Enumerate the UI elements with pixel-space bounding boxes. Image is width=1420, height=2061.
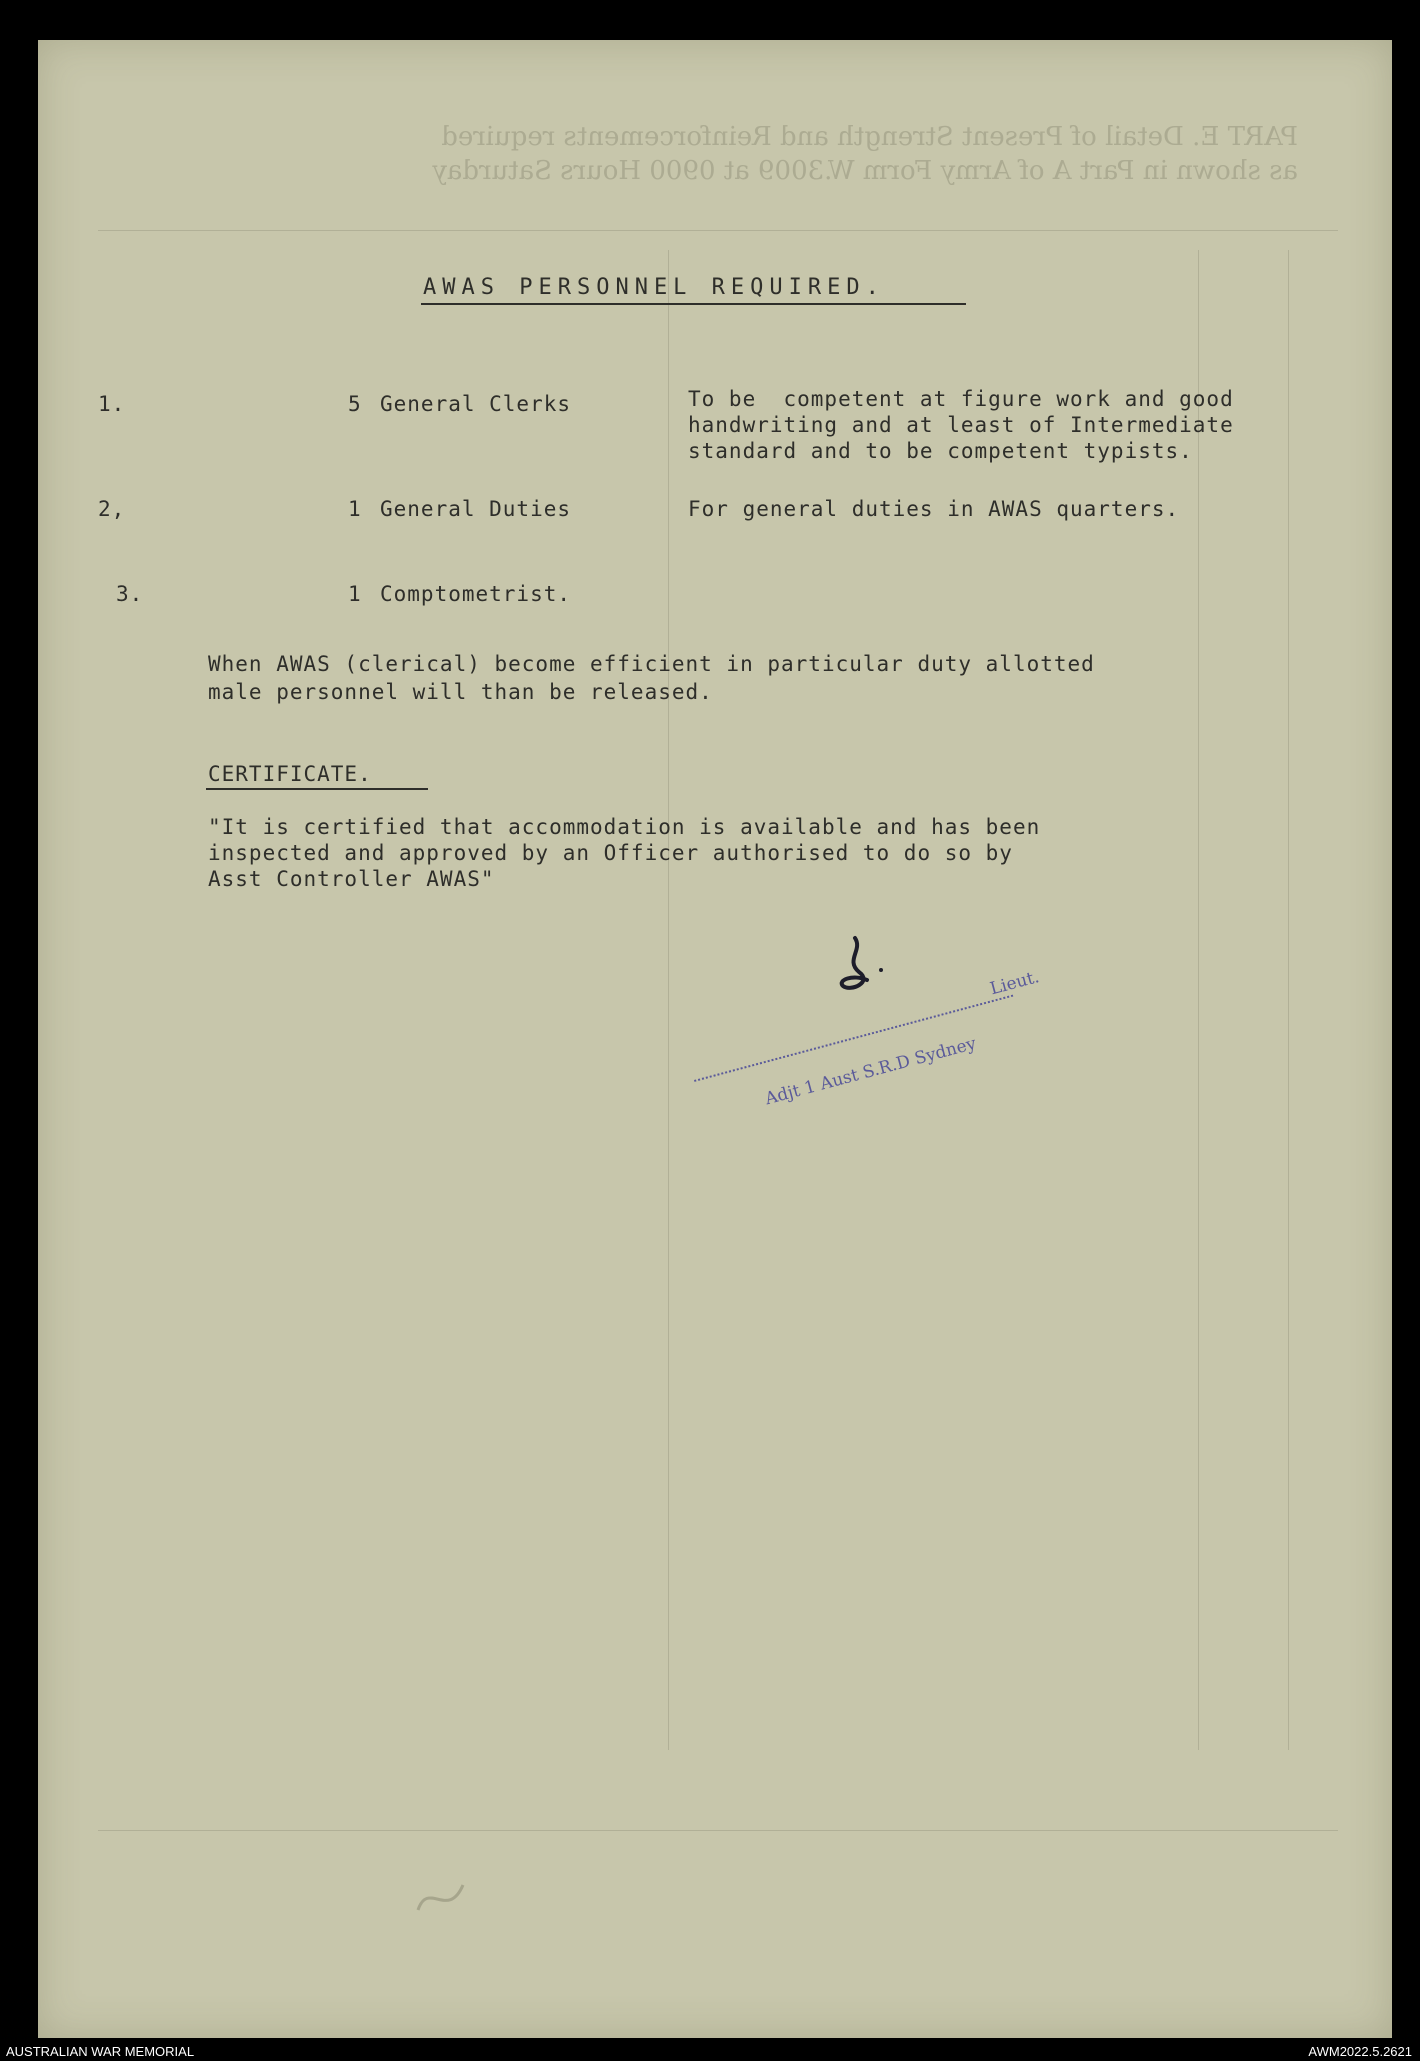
item-description-line: standard and to be competent typists. <box>688 439 1193 463</box>
certificate-title: CERTIFICATE. <box>208 762 372 786</box>
note-line: male personnel will than be released. <box>208 680 713 704</box>
page-heading: AWAS PERSONNEL REQUIRED. <box>423 275 885 300</box>
bleed-column-line <box>1288 250 1289 1750</box>
item-number: 3. <box>116 582 144 606</box>
heading-underline <box>421 303 966 305</box>
item-quantity: 1 <box>348 582 362 606</box>
certificate-line: Asst Controller AWAS" <box>208 867 495 891</box>
item-description-line: handwriting and at least of Intermediate <box>688 413 1234 437</box>
note-line: When AWAS (clerical) become efficient in particular duty allotted <box>208 652 1095 676</box>
bleed-column-line <box>668 250 669 1750</box>
bleed-row-line <box>98 1830 1338 1831</box>
item-description-line: To be competent at figure work and good <box>688 387 1234 411</box>
faint-signature-mark <box>408 1870 478 1930</box>
stamp-adjutant: Adjt 1 Aust S.R.D Sydney <box>763 1033 979 1110</box>
item-number: 1. <box>98 392 126 416</box>
certificate-line: "It is certified that accommodation is available and has been <box>208 815 1041 839</box>
item-quantity: 1 <box>348 497 362 521</box>
bleed-row-line <box>98 230 1338 231</box>
handwritten-signature <box>833 930 893 1000</box>
certificate-line: inspected and approved by an Officer authorised to do so by <box>208 841 1013 865</box>
footer-right: AWM2022.5.2621 <box>1308 2044 1412 2059</box>
document-page <box>38 40 1392 2038</box>
footer-left: AUSTRALIAN WAR MEMORIAL <box>6 2044 195 2059</box>
certificate-underline <box>206 788 428 790</box>
item-role: General Duties <box>380 497 572 521</box>
bleed-through-text: PART E. Detail of Present Strength and Reinforcements required as shown in Part A of Army Form W.3009 at 0900 Hours Saturday <box>432 122 1298 186</box>
item-number: 2, <box>98 497 126 521</box>
stamp-lieut: Lieut. <box>988 967 1042 1000</box>
bleed-column-line <box>1198 250 1199 1750</box>
item-description-line: For general duties in AWAS quarters. <box>688 497 1180 521</box>
item-role: General Clerks <box>380 392 572 416</box>
item-quantity: 5 <box>348 392 362 416</box>
item-role: Comptometrist. <box>380 582 572 606</box>
